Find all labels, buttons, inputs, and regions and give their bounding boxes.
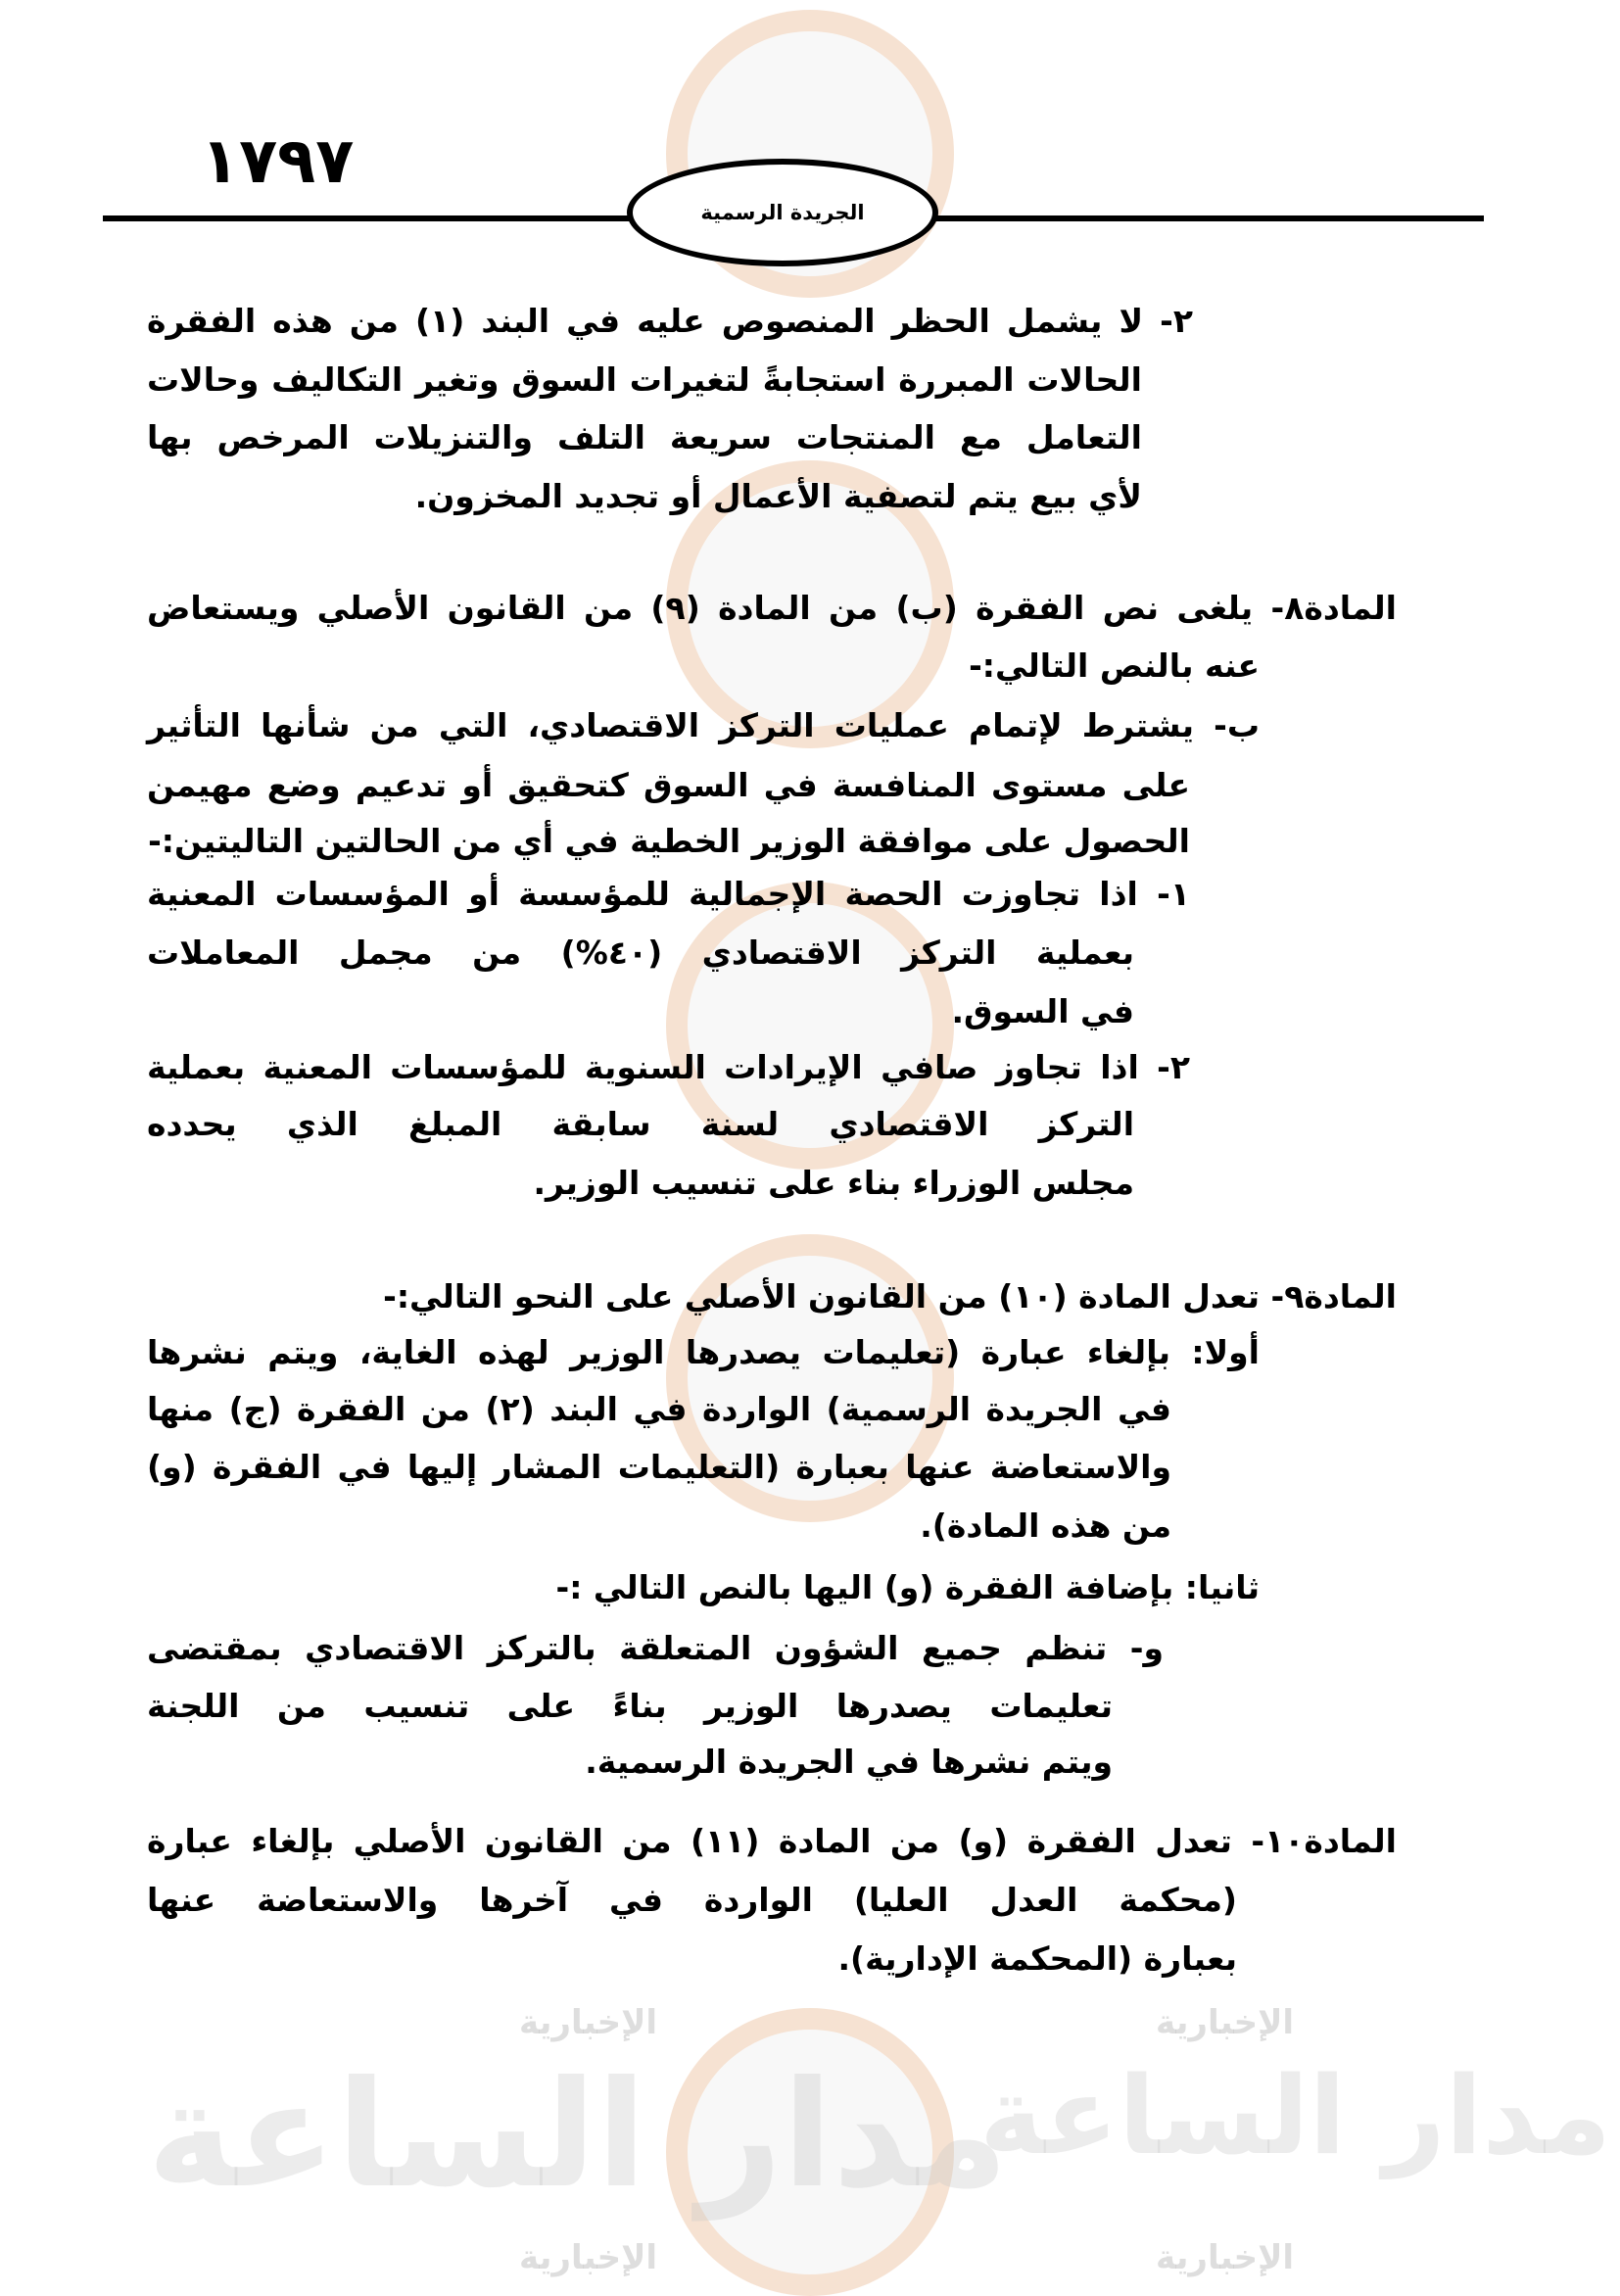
text-line: ثانيا: بإضافة الفقرة (و) اليها بالنص التالي :-: [555, 1568, 1260, 1606]
text-line: عنه بالنص التالي:-: [969, 646, 1260, 685]
text-line: الحصول على موافقة الوزير الخطية في أي من الحالتين التاليتين:-: [148, 822, 1190, 860]
text-line: و- تنظم جميع الشؤون المتعلقة بالتركز الاقتصادي بمقتضى: [147, 1629, 1164, 1667]
watermark-sub: الإخبارية: [1156, 2003, 1295, 2042]
text-line: الحالات المبررة استجابةً لتغيرات السوق وتغير التكاليف وحالات: [147, 360, 1142, 399]
text-line: من هذه المادة).: [920, 1507, 1171, 1545]
article-9-heading: المادة٩- تعدل المادة (١٠) من القانون الأصلي على النحو التالي:-: [383, 1277, 1397, 1315]
text-line: والاستعاضة عنها بعبارة (التعليمات المشار إليها في الفقرة (و): [147, 1448, 1171, 1486]
text-line: بعبارة (المحكمة الإدارية).: [837, 1939, 1237, 1978]
text-line: ١- اذا تجاوزت الحصة الإجمالية للمؤسسة أو المؤسسات المعنية: [147, 875, 1190, 913]
watermark-sub: الإخبارية: [519, 2238, 658, 2277]
text-line: على مستوى المنافسة في السوق كتحقيق أو تدعيم وضع مهيمن: [147, 766, 1190, 804]
watermark-logo: مدار الساعة: [147, 2050, 1009, 2221]
gazette-title-oval: [627, 159, 938, 266]
watermark-sub: الإخبارية: [1156, 2238, 1295, 2277]
text-line: بعملية التركز الاقتصادي (٤٠%) من مجمل المعاملات: [147, 933, 1134, 972]
text-line: ٢- لا يشمل الحظر المنصوص عليه في البند (١) من هذه الفقرة: [147, 302, 1193, 340]
gazette-title: الجريدة الرسمية: [700, 201, 865, 224]
text-line: ب- يشترط لإتمام عمليات التركز الاقتصادي، التي من شأنها التأثير: [147, 706, 1260, 744]
text-line: التعامل مع المنتجات سريعة التلف والتنزيلات المرخص بها: [147, 418, 1142, 456]
text-line: في الجريدة الرسمية) الواردة في البند (٢) من الفقرة (ج) منها: [147, 1390, 1172, 1428]
article-10-heading: المادة١٠- تعدل الفقرة (و) من المادة (١١) من القانون الأصلي بإلغاء عبارة: [147, 1822, 1397, 1860]
text-line: التركز الاقتصادي لسنة سابقة المبلغ الذي يحدده: [147, 1105, 1134, 1143]
text-line: مجلس الوزراء بناء على تنسيب الوزير.: [533, 1164, 1134, 1202]
text-line: تعليمات يصدرها الوزير بناءً على تنسيب من اللجنة: [147, 1687, 1113, 1725]
article-8-heading: المادة٨- يلغى نص الفقرة (ب) من المادة (٩) من القانون الأصلي ويستعاض: [147, 589, 1397, 627]
page-number: ١٧٩٧: [201, 125, 355, 198]
watermark-clock: [666, 2008, 954, 2296]
text-line: لأي بيع يتم لتصفية الأعمال أو تجديد المخزون.: [414, 477, 1142, 515]
text-line: ويتم نشرها في الجريدة الرسمية.: [585, 1743, 1113, 1781]
text-line: (محكمة العدل العليا) الواردة في آخرها والاستعاضة عنها: [147, 1881, 1237, 1919]
watermark-logo: مدار الساعة: [979, 2053, 1612, 2178]
text-line: في السوق.: [951, 992, 1134, 1030]
text-line: أولا: بإلغاء عبارة (تعليمات يصدرها الوزير لهذه الغاية، ويتم نشرها: [147, 1333, 1260, 1371]
watermark-sub: الإخبارية: [519, 2003, 658, 2042]
text-line: ٢- اذا تجاوز صافي الإيرادات السنوية للمؤسسات المعنية بعملية: [147, 1048, 1190, 1086]
